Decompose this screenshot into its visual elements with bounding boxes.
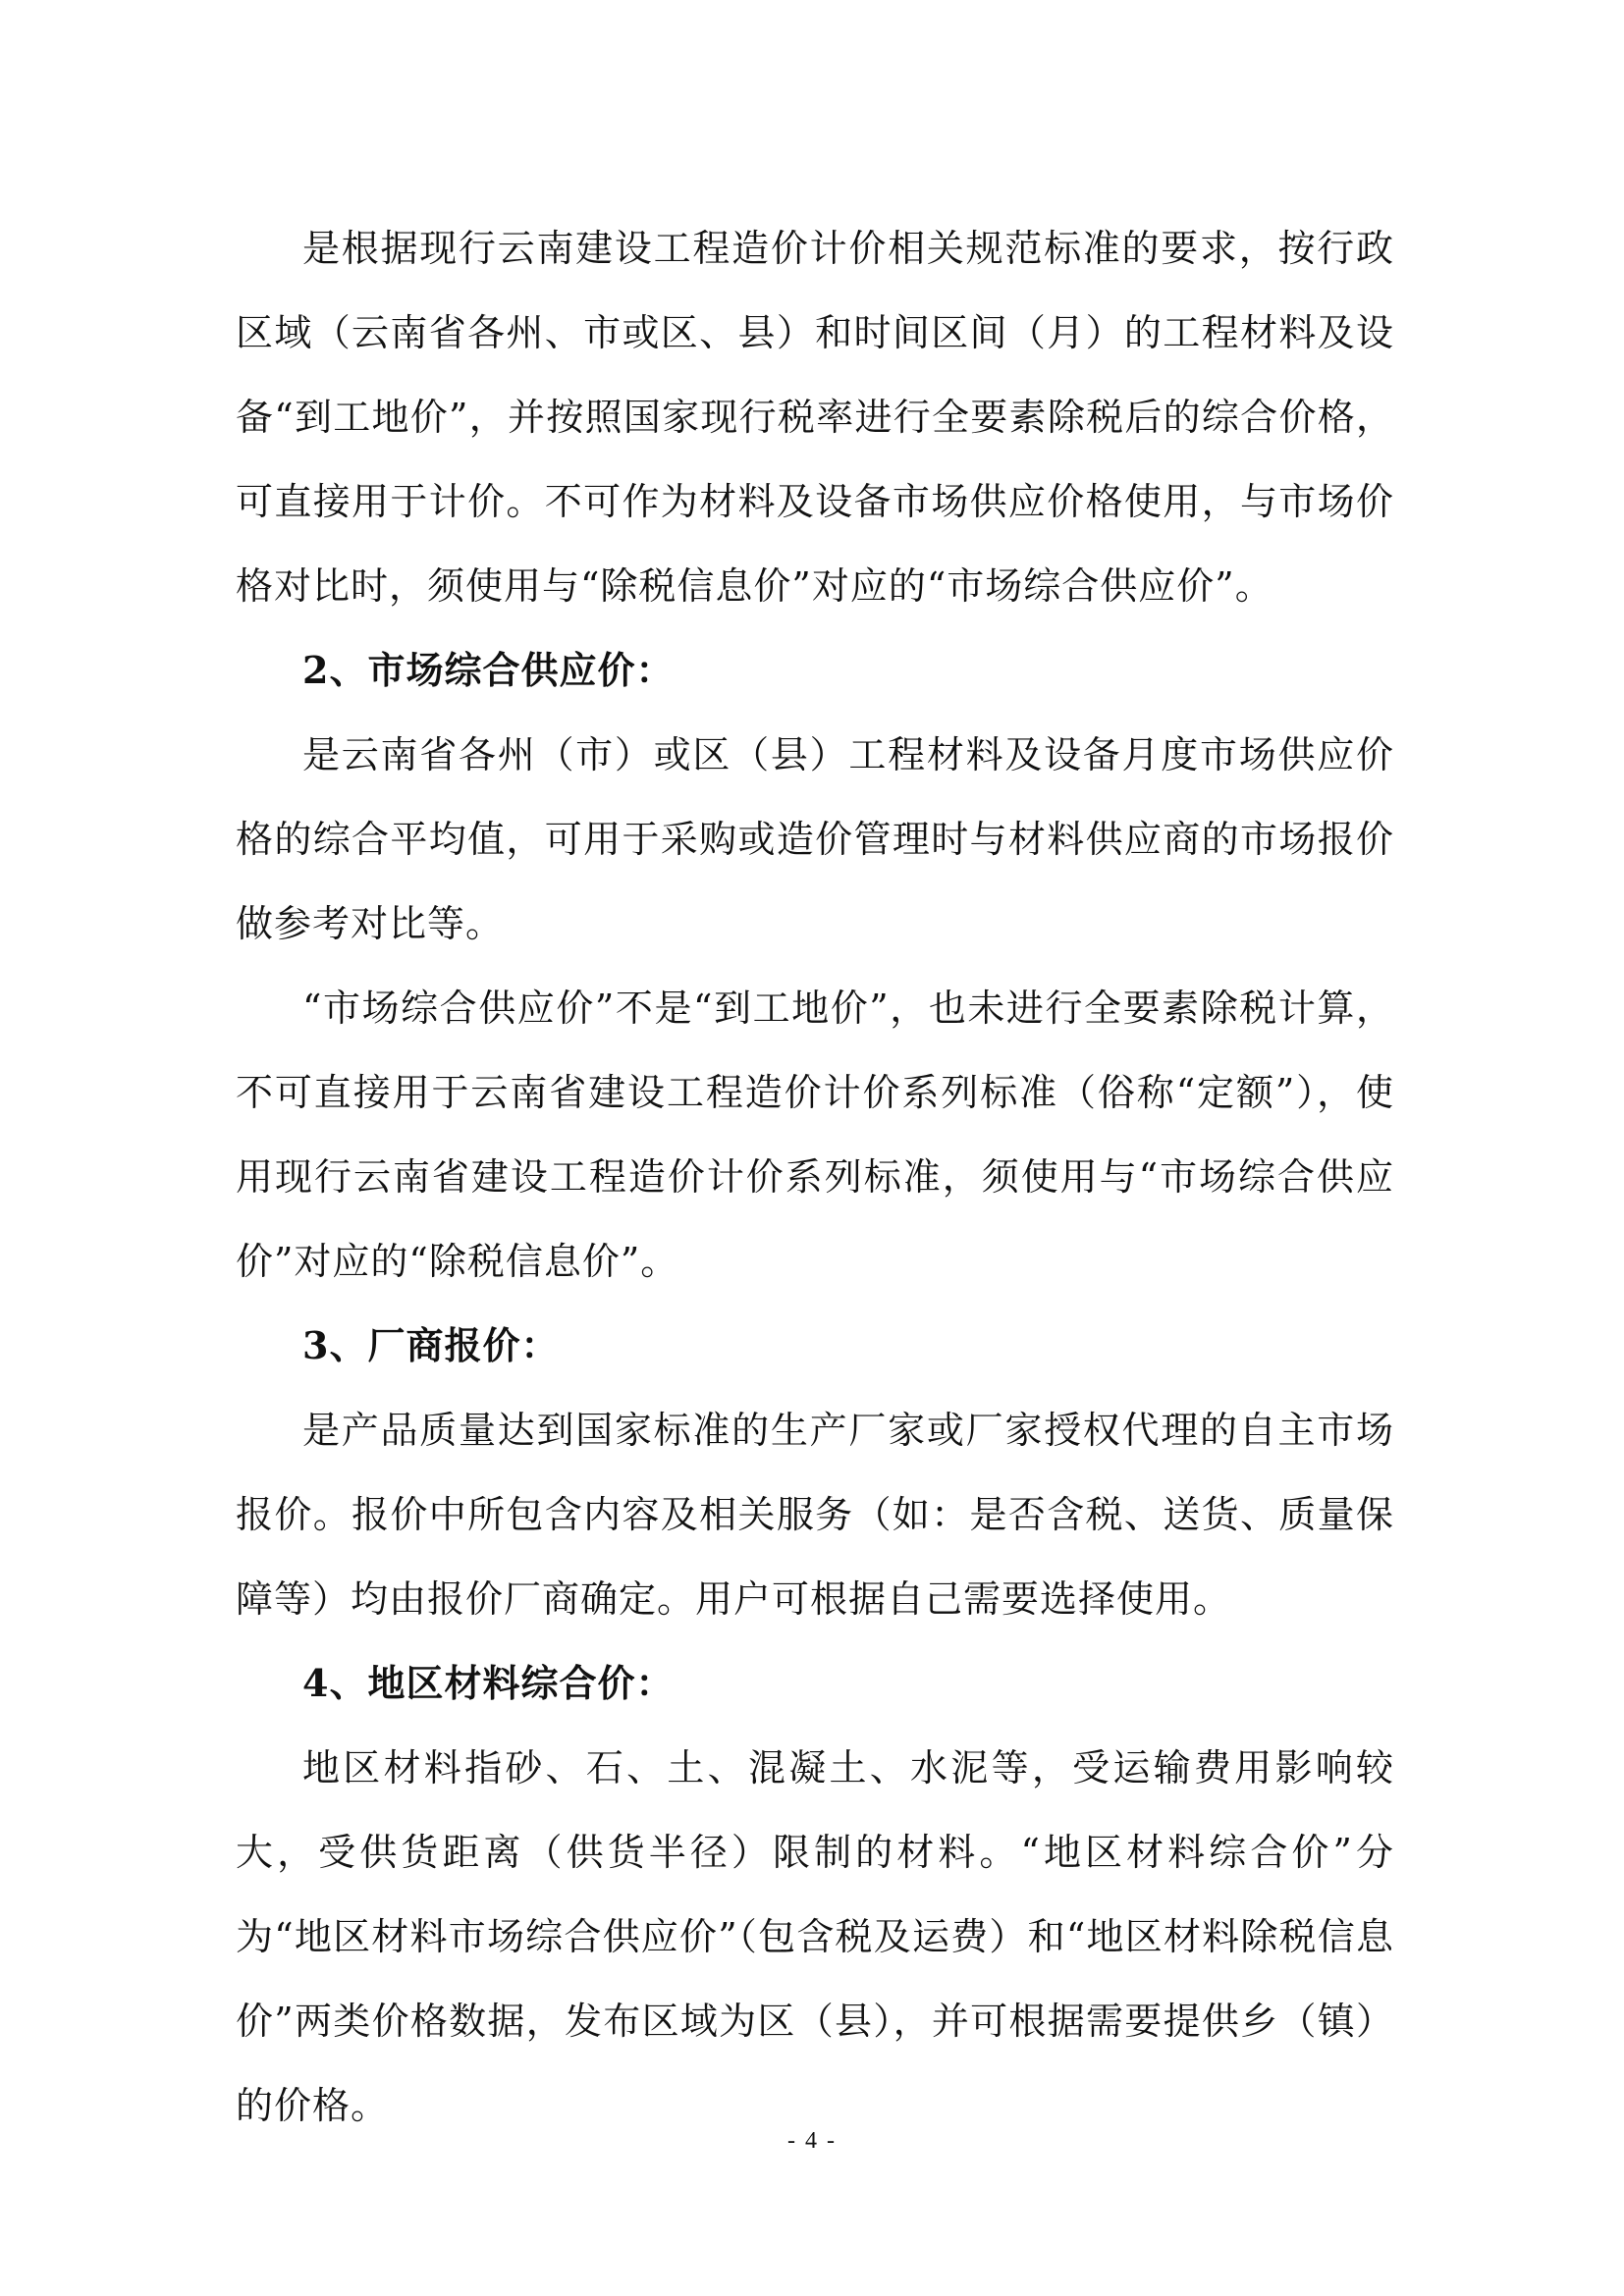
paragraph-info-price-definition-continued: 是根据现行云南建设工程造价计价相关规范标准的要求，按行政区域（云南省各州、市或区、县）和时间区间（月）的工程材料及设备“到工地价”，并按照国家现行税率进行全要素除税后的综合价格，可直接用于计价。不可作为材料及设备市场供应价格使用，与市场价格对比时，须使用与“除税信息价”对应的“市场综合供应价”。 [236,227,1394,608]
page-number: - 4 - [787,2128,837,2154]
paragraph-manufacturer-quote-definition: 是产品质量达到国家标准的生产厂家或厂家授权代理的自主市场报价。报价中所包含内容及相关服务（如：是否含税、送货、质量保障等）均由报价厂商确定。用户可根据自己需要选择使用。 [236,1409,1394,1621]
heading-manufacturer-quote: 3、厂商报价： [302,1323,560,1367]
heading-market-supply-price: 2、市场综合供应价： [302,648,675,692]
document-body [236,206,1394,2148]
paragraph-market-supply-price-definition: 是云南省各州（市）或区（县）工程材料及设备月度市场供应价格的综合平均值，可用于采购或造价管理时与材料供应商的市场报价做参考对比等。 [236,733,1394,945]
paragraph-market-supply-price-usage: “市场综合供应价”不是“到工地价”，也未进行全要素除税计算，不可直接用于云南省建设工程造价计价系列标准（俗称“定额”），使用现行云南省建设工程造价计价系列标准，须使用与“市场综合供应价”对应的“除税信息价”。 [236,987,1394,1283]
paragraph-regional-material-price-definition: 地区材料指砂、石、土、混凝土、水泥等，受运输费用影响较大，受供货距离（供货半径）限制的材料。“地区材料综合价”分为“地区材料市场综合供应价”（包含税及运费）和“地区材料除税信息价”两类价格数据，发布区域为区（县），并可根据需要提供乡（镇）的价格。 [236,1746,1394,2127]
heading-regional-material-price: 4、地区材料综合价： [302,1661,675,1705]
